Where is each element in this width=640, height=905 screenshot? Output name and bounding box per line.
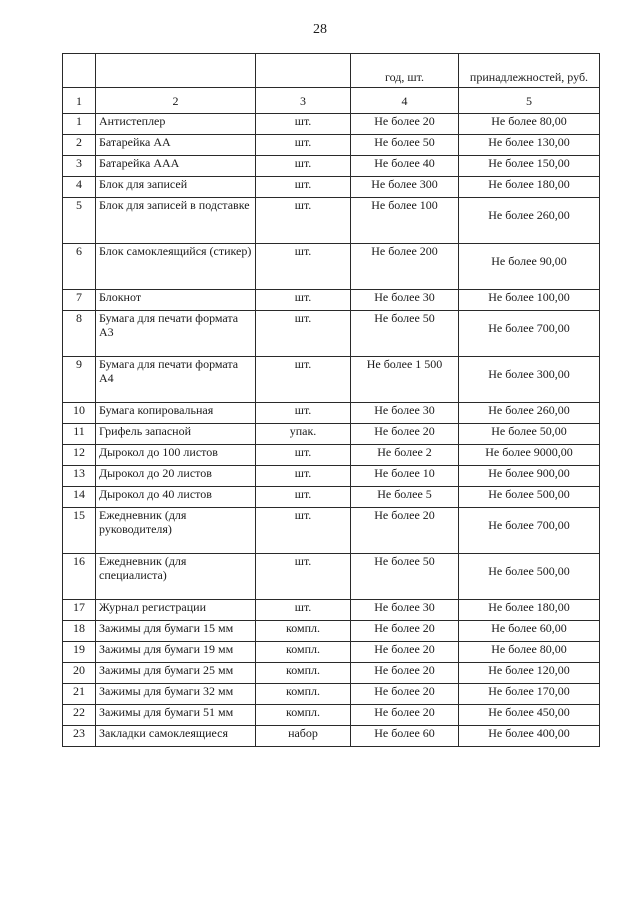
price-limit: Не более 80,00: [459, 642, 600, 663]
supplies-table: [62, 53, 600, 747]
table-row: [63, 445, 600, 466]
row-number: 6: [63, 244, 96, 290]
row-number: 16: [63, 554, 96, 600]
table-row: [63, 684, 600, 705]
table-row: [63, 424, 600, 445]
item-name: Зажимы для бумаги 32 мм: [96, 684, 256, 705]
row-number: 10: [63, 403, 96, 424]
unit-of-measure: шт.: [256, 135, 351, 156]
price-limit: Не более 400,00: [459, 726, 600, 747]
quantity-limit: Не более 20: [351, 621, 459, 642]
row-number: 13: [63, 466, 96, 487]
header-cell-5: принадлежностей, руб.: [459, 54, 600, 88]
column-index-4: 4: [351, 88, 459, 114]
unit-of-measure: компл.: [256, 684, 351, 705]
price-limit: Не более 260,00: [459, 403, 600, 424]
header-cell-4: год, шт.: [351, 54, 459, 88]
quantity-limit: Не более 30: [351, 290, 459, 311]
item-name: Блокнот: [96, 290, 256, 311]
quantity-limit: Не более 1 500: [351, 357, 459, 403]
row-number: 22: [63, 705, 96, 726]
unit-of-measure: набор: [256, 726, 351, 747]
table-row: [63, 156, 600, 177]
unit-of-measure: шт.: [256, 487, 351, 508]
row-number: 21: [63, 684, 96, 705]
header-cell-3: [256, 54, 351, 88]
table-row: [63, 290, 600, 311]
table-row: [63, 642, 600, 663]
table-row: [63, 198, 600, 244]
price-limit: Не более 900,00: [459, 466, 600, 487]
row-number: 11: [63, 424, 96, 445]
table-row: [63, 114, 600, 135]
quantity-limit: Не более 20: [351, 705, 459, 726]
row-number: 12: [63, 445, 96, 466]
row-number: 4: [63, 177, 96, 198]
unit-of-measure: компл.: [256, 663, 351, 684]
price-limit: Не более 60,00: [459, 621, 600, 642]
table-body: [63, 54, 600, 747]
price-limit: Не более 120,00: [459, 663, 600, 684]
price-limit: Не более 130,00: [459, 135, 600, 156]
item-name: Блок для записей в подставке: [96, 198, 256, 244]
item-name: Бумага копировальная: [96, 403, 256, 424]
header-cell-2: [96, 54, 256, 88]
row-number: 5: [63, 198, 96, 244]
row-number: 18: [63, 621, 96, 642]
item-name: Журнал регистрации: [96, 600, 256, 621]
price-limit: Не более 80,00: [459, 114, 600, 135]
row-number: 2: [63, 135, 96, 156]
quantity-limit: Не более 20: [351, 508, 459, 554]
quantity-limit: Не более 50: [351, 135, 459, 156]
row-number: 7: [63, 290, 96, 311]
unit-of-measure: шт.: [256, 554, 351, 600]
row-number: 20: [63, 663, 96, 684]
unit-of-measure: шт.: [256, 403, 351, 424]
quantity-limit: Не более 60: [351, 726, 459, 747]
price-limit: Не более 150,00: [459, 156, 600, 177]
row-number: 15: [63, 508, 96, 554]
row-number: 8: [63, 311, 96, 357]
row-number: 19: [63, 642, 96, 663]
table-row: [63, 726, 600, 747]
price-limit: Не более 450,00: [459, 705, 600, 726]
quantity-limit: Не более 300: [351, 177, 459, 198]
table-row: [63, 177, 600, 198]
quantity-limit: Не более 30: [351, 600, 459, 621]
unit-of-measure: шт.: [256, 114, 351, 135]
column-index-row: [63, 88, 600, 114]
quantity-limit: Не более 5: [351, 487, 459, 508]
table-row: [63, 466, 600, 487]
price-limit: Не более 170,00: [459, 684, 600, 705]
item-name: Закладки самоклеящиеся: [96, 726, 256, 747]
row-number: 3: [63, 156, 96, 177]
price-limit: Не более 500,00: [459, 487, 600, 508]
item-name: Зажимы для бумаги 15 мм: [96, 621, 256, 642]
item-name: Зажимы для бумаги 19 мм: [96, 642, 256, 663]
unit-of-measure: шт.: [256, 177, 351, 198]
unit-of-measure: компл.: [256, 705, 351, 726]
item-name: Батарейка ААА: [96, 156, 256, 177]
quantity-limit: Не более 20: [351, 684, 459, 705]
table-row: [63, 244, 600, 290]
table-row: [63, 663, 600, 684]
table-row: [63, 705, 600, 726]
price-limit: Не более 90,00: [459, 244, 600, 290]
unit-of-measure: шт.: [256, 508, 351, 554]
quantity-limit: Не более 50: [351, 554, 459, 600]
header-continuation-row: [63, 54, 600, 88]
item-name: Дырокол до 100 листов: [96, 445, 256, 466]
column-index-1: 1: [63, 88, 96, 114]
quantity-limit: Не более 20: [351, 114, 459, 135]
unit-of-measure: шт.: [256, 445, 351, 466]
page-number: 28: [313, 22, 327, 37]
quantity-limit: Не более 20: [351, 642, 459, 663]
row-number: 17: [63, 600, 96, 621]
unit-of-measure: шт.: [256, 600, 351, 621]
column-index-2: 2: [96, 88, 256, 114]
item-name: Ежедневник (для специалиста): [96, 554, 256, 600]
quantity-limit: Не более 10: [351, 466, 459, 487]
header-cell-1: [63, 54, 96, 88]
column-index-5: 5: [459, 88, 600, 114]
item-name: Бумага для печати формата А4: [96, 357, 256, 403]
row-number: 9: [63, 357, 96, 403]
quantity-limit: Не более 100: [351, 198, 459, 244]
table-row: [63, 554, 600, 600]
unit-of-measure: компл.: [256, 621, 351, 642]
quantity-limit: Не более 50: [351, 311, 459, 357]
unit-of-measure: шт.: [256, 244, 351, 290]
price-limit: Не более 9000,00: [459, 445, 600, 466]
quantity-limit: Не более 30: [351, 403, 459, 424]
unit-of-measure: шт.: [256, 290, 351, 311]
row-number: 14: [63, 487, 96, 508]
row-number: 23: [63, 726, 96, 747]
unit-of-measure: компл.: [256, 642, 351, 663]
item-name: Дырокол до 40 листов: [96, 487, 256, 508]
table-row: [63, 508, 600, 554]
item-name: Грифель запасной: [96, 424, 256, 445]
quantity-limit: Не более 200: [351, 244, 459, 290]
table-row: [63, 403, 600, 424]
item-name: Зажимы для бумаги 25 мм: [96, 663, 256, 684]
item-name: Дырокол до 20 листов: [96, 466, 256, 487]
item-name: Блок самоклеящийся (стикер): [96, 244, 256, 290]
table-row: [63, 621, 600, 642]
item-name: Батарейка АА: [96, 135, 256, 156]
unit-of-measure: шт.: [256, 466, 351, 487]
quantity-limit: Не более 40: [351, 156, 459, 177]
table-row: [63, 487, 600, 508]
price-limit: Не более 500,00: [459, 554, 600, 600]
unit-of-measure: шт.: [256, 198, 351, 244]
price-limit: Не более 300,00: [459, 357, 600, 403]
unit-of-measure: шт.: [256, 156, 351, 177]
column-index-3: 3: [256, 88, 351, 114]
item-name: Ежедневник (для руководителя): [96, 508, 256, 554]
unit-of-measure: упак.: [256, 424, 351, 445]
price-limit: Не более 50,00: [459, 424, 600, 445]
item-name: Антистеплер: [96, 114, 256, 135]
price-limit: Не более 180,00: [459, 177, 600, 198]
table-row: [63, 311, 600, 357]
quantity-limit: Не более 2: [351, 445, 459, 466]
table-row: [63, 600, 600, 621]
price-limit: Не более 700,00: [459, 508, 600, 554]
table-row: [63, 357, 600, 403]
unit-of-measure: шт.: [256, 357, 351, 403]
item-name: Зажимы для бумаги 51 мм: [96, 705, 256, 726]
unit-of-measure: шт.: [256, 311, 351, 357]
quantity-limit: Не более 20: [351, 663, 459, 684]
quantity-limit: Не более 20: [351, 424, 459, 445]
price-limit: Не более 100,00: [459, 290, 600, 311]
table-row: [63, 135, 600, 156]
item-name: Блок для записей: [96, 177, 256, 198]
item-name: Бумага для печати формата А3: [96, 311, 256, 357]
price-limit: Не более 180,00: [459, 600, 600, 621]
price-limit: Не более 260,00: [459, 198, 600, 244]
row-number: 1: [63, 114, 96, 135]
price-limit: Не более 700,00: [459, 311, 600, 357]
